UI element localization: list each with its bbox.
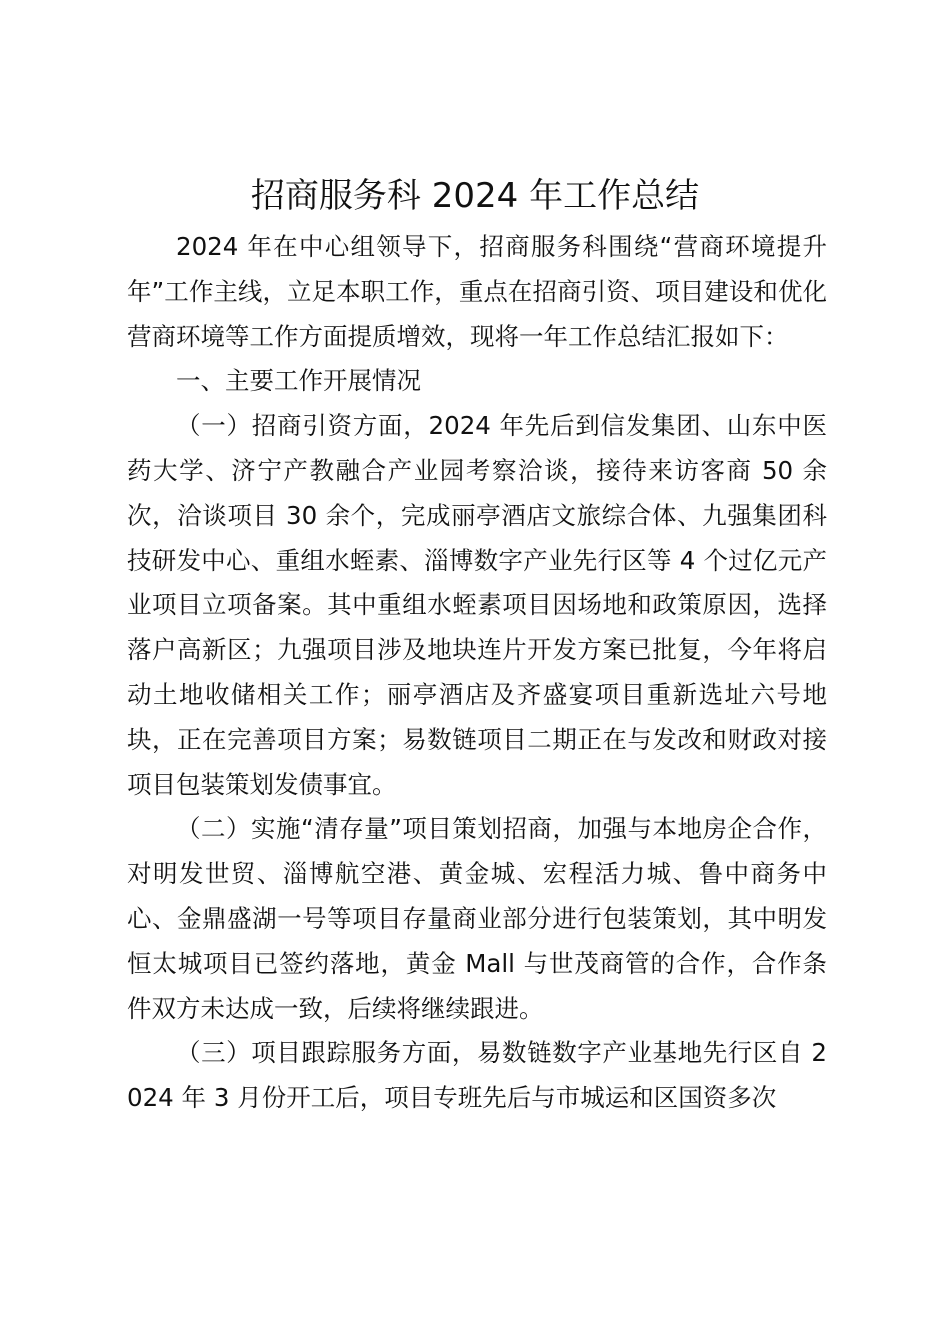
project-tracking-paragraph: （三）项目跟踪服务方面，易数链数字产业基地先行区自 2024 年 3 月份开工后，项目专班先后与市城运和区国资多次 xyxy=(127,1038,827,1113)
document-body xyxy=(127,225,827,1121)
investment-paragraph: （一）招商引资方面，2024 年先后到信发集团、山东中医药大学、济宁产教融合产业园考察洽谈，接待来访客商 50 余次，洽谈项目 30 余个，完成丽亭酒店文旅综合体、九强集团科技研发中心、重组水蛭素、淄博数字产业先行区等 4 个过亿元产业项目立项备案。其中重组水蛭素项目因场地和政策原因，选择落户高新区；九强项目涉及地块连片开发方案已批复，今年将启动土地收储相关工作；丽亭酒店及齐盛宴项目重新选址六号地块，正在完善项目方案；易数链项目二期正在与发改和财政对接项目包装策划发债事宜。 xyxy=(127,411,827,799)
intro-paragraph: 2024 年在中心组领导下，招商服务科围绕“营商环境提升年”工作主线，立足本职工作，重点在招商引资、项目建设和优化营商环境等工作方面提质增效，现将一年工作总结汇报如下： xyxy=(127,232,827,351)
section-heading: 一、主要工作开展情况 xyxy=(176,366,421,396)
inventory-paragraph: （二）实施“清存量”项目策划招商，加强与本地房企合作，对明发世贸、淄博航空港、黄金城、宏程活力城、鲁中商务中心、金鼎盛湖一号等项目存量商业部分进行包装策划，其中明发恒太城项目已签约落地，黄金 Mall 与世茂商管的合作，合作条件双方未达成一致，后续将继续跟进。 xyxy=(127,814,827,1023)
document-title: 招商服务科 2024 年工作总结 xyxy=(250,176,700,216)
